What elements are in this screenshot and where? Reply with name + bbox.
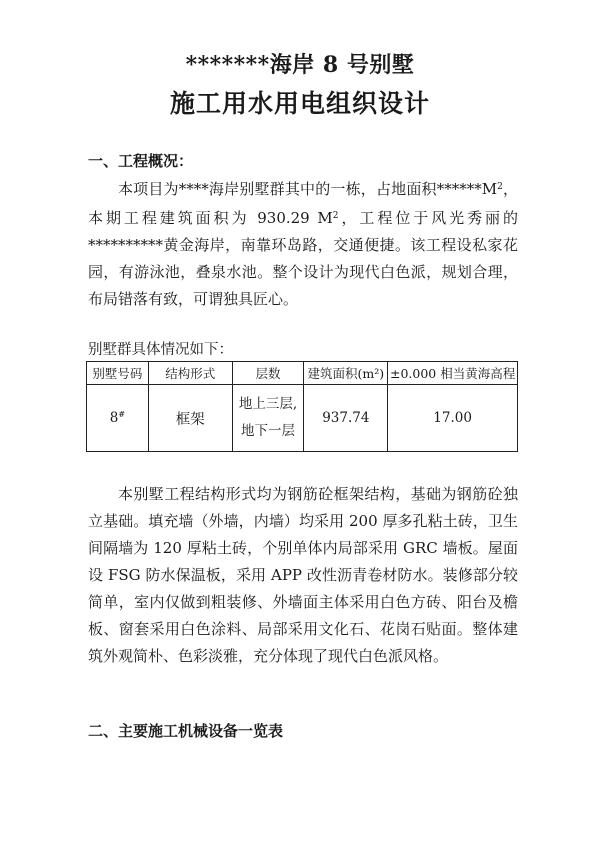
cell-villa-no: [87, 385, 149, 452]
para1-superscript-b: 2: [332, 211, 339, 221]
para1-text-b: ，本期工程建筑面积为 930.29 M: [88, 180, 518, 227]
header-structure: 结构形式: [148, 362, 232, 385]
table-header-row: [87, 362, 518, 385]
cell-area: 937.74: [304, 385, 388, 452]
structure-description-paragraph: 本别墅工程结构形式均为钢筋砼框架结构，基础为钢筋砼独立基础。填充墙（外墙，内墙）均采用 200 厚多孔粘土砖，卫生间隔墙为 120 厚粘土砖，个别单体内局部采用 GRC 墙板。屋面设 FSG 防水保温板，采用 APP 改性沥青卷材防水。装修部分较简单，室内仅做到粗装修、外墙面主体采用白色方砖、阳台及檐板、窗套采用白色涂料、局部采用文化石、花岗石贴面。整体建筑外观简朴、色彩淡雅，充分体现了现代白色派风格。: [88, 485, 518, 665]
document-title-line2: 施工用水用电组织设计: [169, 89, 430, 118]
villa-no-mark: #: [118, 410, 126, 419]
section2-heading: 二、主要施工机械设备一览表: [88, 722, 284, 740]
table-intro: 别墅群具体情况如下：: [88, 342, 233, 358]
para1-text-a: 本项目为****海岸别墅群其中的一栋，占地面积******M: [118, 180, 498, 198]
cell-structure: 框架: [148, 385, 232, 452]
section1-heading: 一、工程概况：: [88, 152, 194, 170]
header-area: 建筑面积(m²): [304, 362, 388, 385]
floors-line2: 地下一层: [240, 423, 295, 439]
villa-no-value: 8: [109, 410, 119, 426]
floors-line1: 地上三层,: [238, 396, 298, 412]
project-overview-paragraph: [88, 174, 518, 313]
villa-info-table: [86, 361, 518, 452]
table-row: [87, 385, 518, 452]
header-floors: 层数: [232, 362, 304, 385]
header-elevation: ±0.000 相当黄海高程: [388, 362, 518, 385]
cell-elevation: 17.00: [388, 385, 518, 452]
header-villa-no: 别墅号码: [87, 362, 149, 385]
para1-text-c: ，工程位于风光秀丽的**********黄金海岸，南靠环岛路，交通便捷。该工程设私家花园，有游泳池，叠泉水池。整个设计为现代白色派，规划合理，布局错落有致，可谓独具匠心。: [88, 209, 518, 308]
cell-floors: [232, 385, 304, 452]
document-title-line1: *******海岸 8 号别墅: [185, 52, 415, 78]
para1-superscript-a: 2: [497, 182, 503, 192]
